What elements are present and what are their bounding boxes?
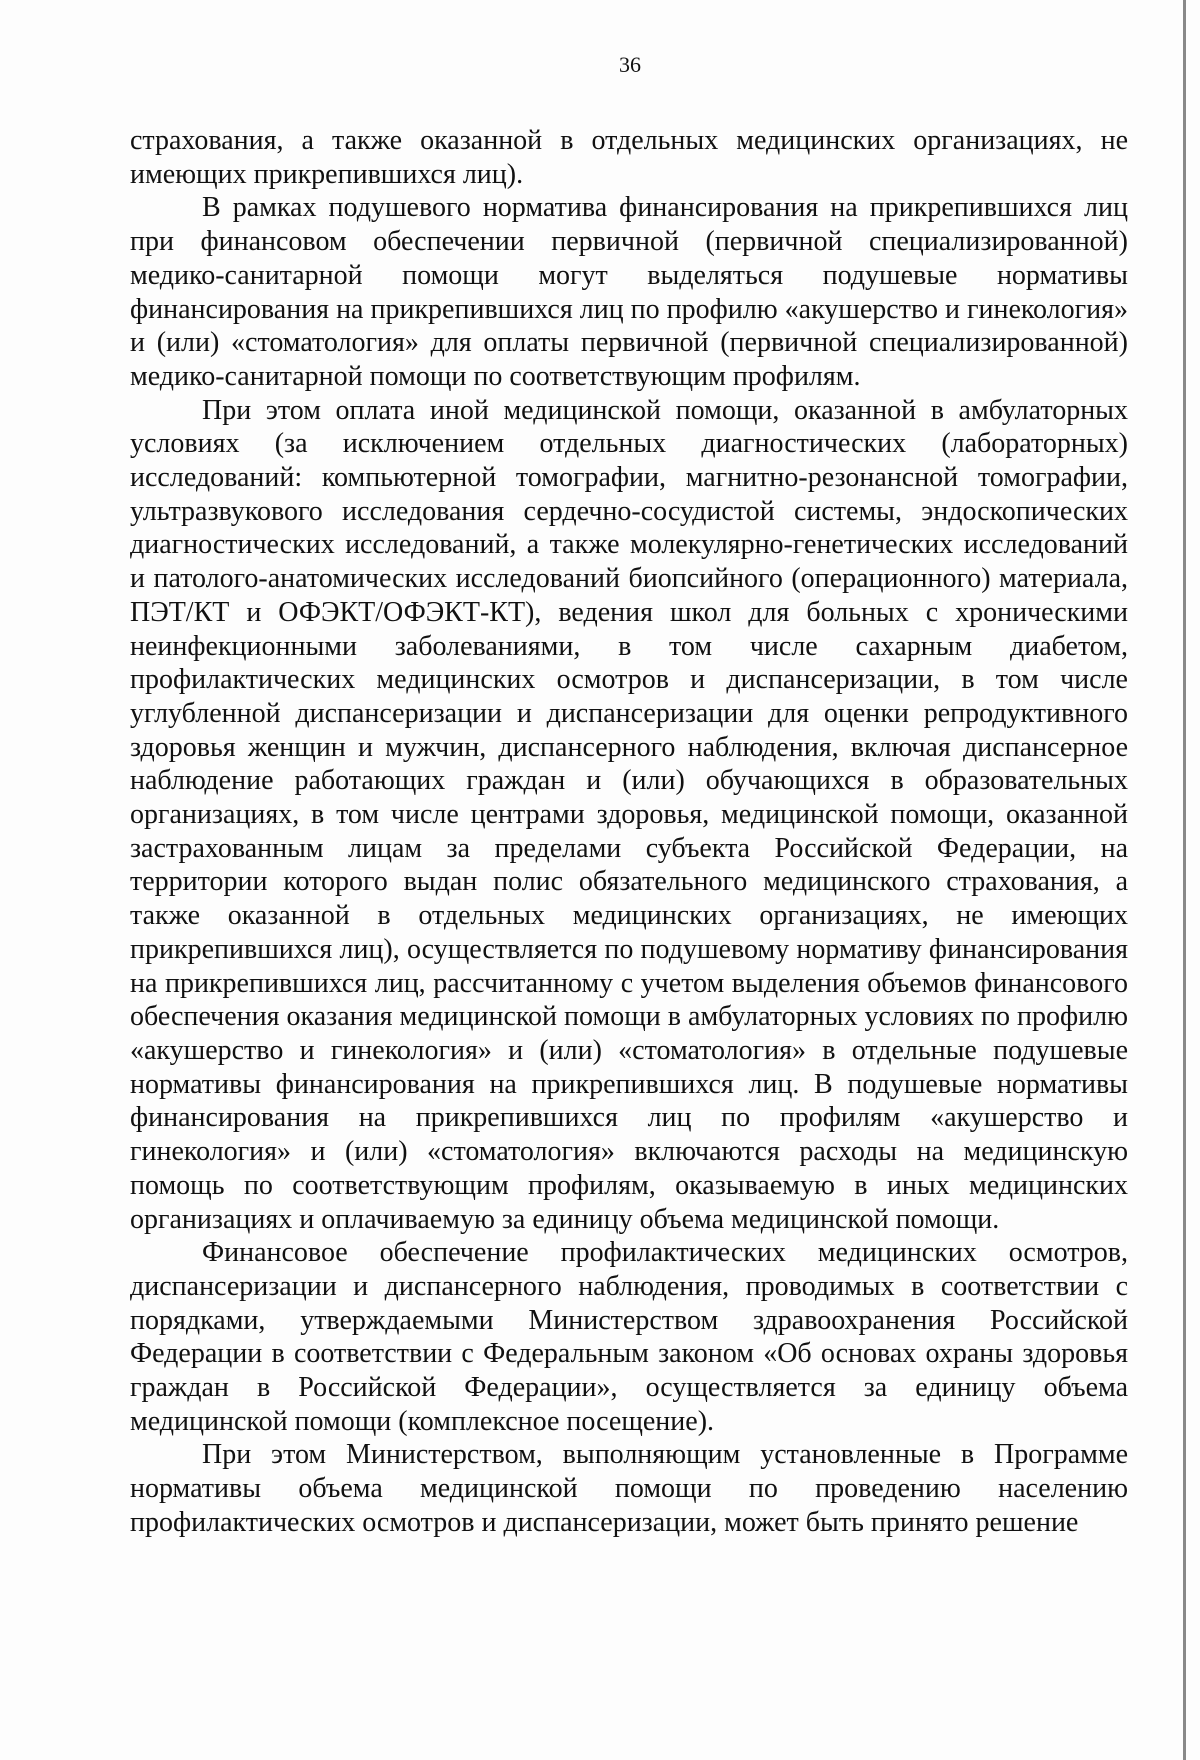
scan-edge-line bbox=[1183, 0, 1186, 1760]
paragraph-1: страхования, а также оказанной в отдельных медицинских организациях, не имеющих прикрепившихся лиц). bbox=[130, 125, 1128, 190]
paragraph-5: При этом Министерством, выполняющим установленные в Программе нормативы объема медицинской помощи по проведению населению профилактических осмотров и диспансеризации, может быть принято решение bbox=[130, 1439, 1128, 1538]
paragraph-2: В рамках подушевого норматива финансирования на прикрепившихся лиц при финансовом обеспечении первичной (первичной специализированной) медико-санитарной помощи могут выделяться подушевые нормативы финансирования на прикрепившихся лиц по профилю «акушерство и гинекология» и (или) «стоматология» для оплаты первичной (первичной специализированной) медико-санитарной помощи по соответствующим профилям. bbox=[130, 192, 1128, 392]
paragraph-4: Финансовое обеспечение профилактических медицинских осмотров, диспансеризации и диспансерного наблюдения, проводимых в соответствии с порядками, утверждаемыми Министерством здравоохранения Российской Федерации в соответствии с Федеральным законом «Об основах охраны здоровья граждан в Российской Федерации», осуществляется за единицу объема медицинской помощи (комплексное посещение). bbox=[130, 1237, 1128, 1437]
document-body bbox=[130, 124, 1128, 1540]
paragraph-3: При этом оплата иной медицинской помощи, оказанной в амбулаторных условиях (за исключением отдельных диагностических (лабораторных) исследований: компьютерной томографии, магнитно-резонансной томографии, ультразвукового исследования сердечно-сосудистой системы, эндоскопических диагностических исследований, а также молекулярно-генетических исследований и патолого-анатомических исследований биопсийного (операционного) материала, ПЭТ/КТ и ОФЭКТ/ОФЭКТ-КТ), ведения школ для больных с хроническими неинфекционными заболеваниями, в том числе сахарным диабетом, профилактических медицинских осмотров и диспансеризации, в том числе углубленной диспансеризации и диспансеризации для оценки репродуктивного здоровья женщин и мужчин, диспансерного наблюдения, включая диспансерное наблюдение работающих граждан и (или) обучающихся в образовательных организациях, в том числе центрами здоровья, медицинской помощи, оказанной застрахованным лицам за пределами субъекта Российской Федерации, на территории которого выдан полис обязательного медицинского страхования, а также оказанной в отдельных медицинских организациях, не имеющих прикрепившихся лиц), осуществляется по подушевому нормативу финансирования на прикрепившихся лиц, рассчитанному с учетом выделения объемов финансового обеспечения оказания медицинской помощи в амбулаторных условиях по профилю «акушерство и гинекология» и (или) «стоматология» в отдельные подушевые нормативы финансирования на прикрепившихся лиц. В подушевые нормативы финансирования на прикрепившихся лиц по профилям «акушерство и гинекология» и (или) «стоматология» включаются расходы на медицинскую помощь по соответствующим профилям, оказываемую в иных медицинских организациях и оплачиваемую за единицу объема медицинской помощи. bbox=[130, 394, 1128, 1235]
page-number: 36 bbox=[619, 52, 641, 77]
